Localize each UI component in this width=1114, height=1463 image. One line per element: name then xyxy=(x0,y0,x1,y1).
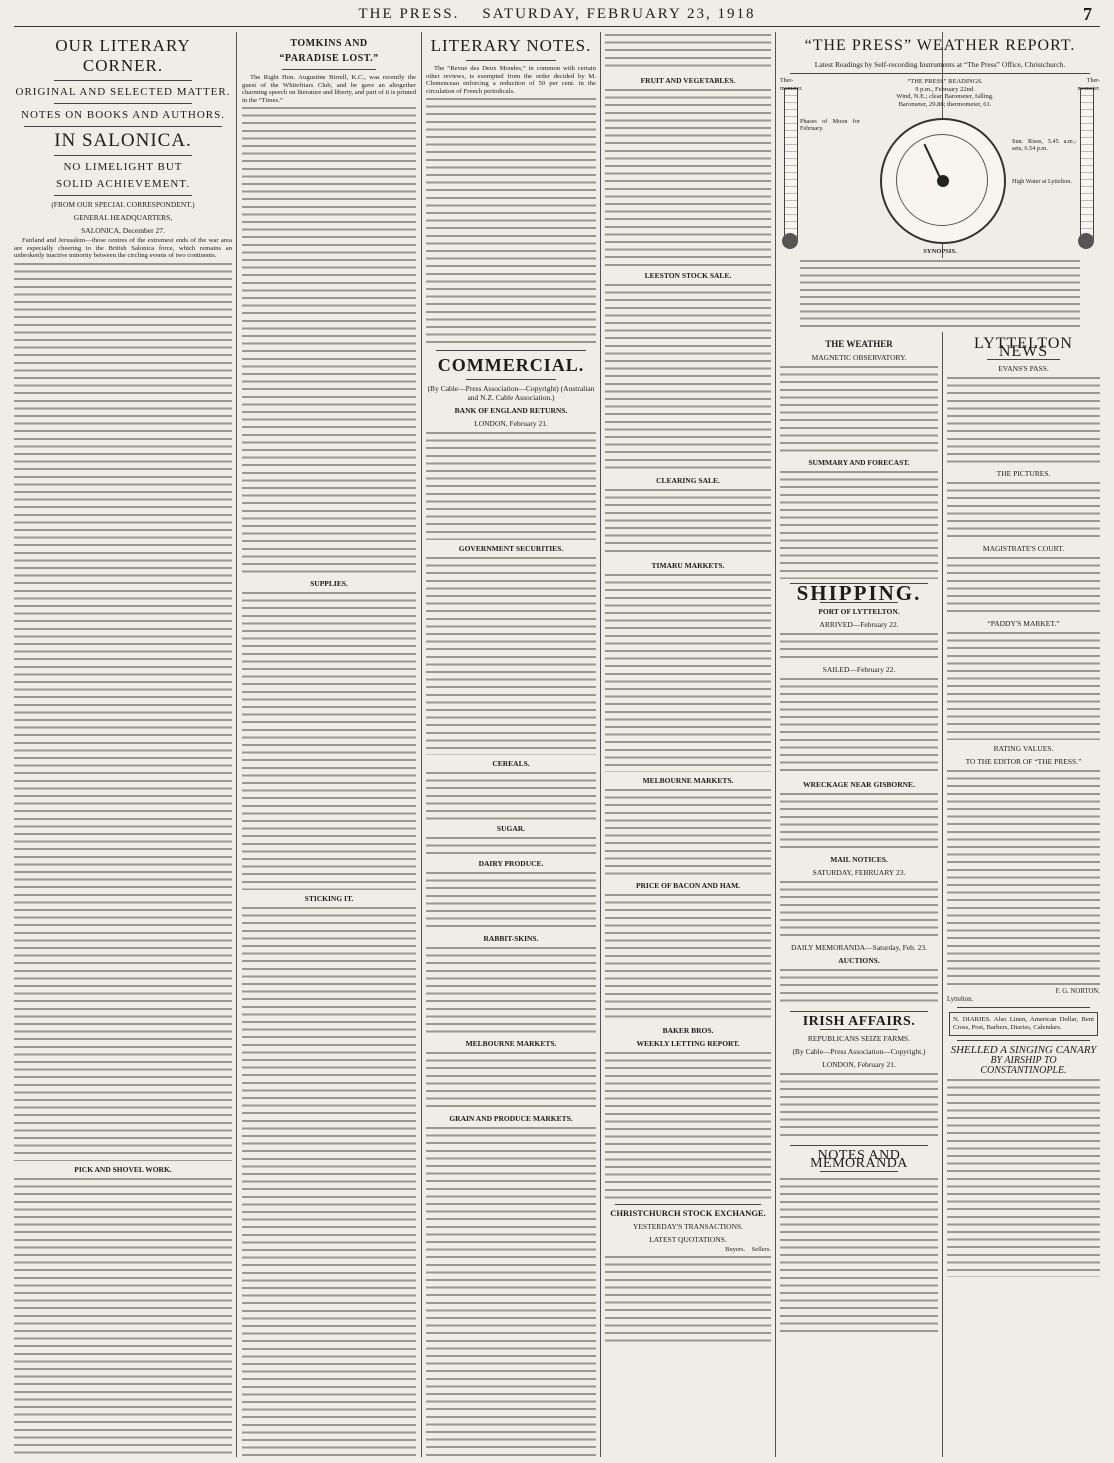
right-thermometer-icon xyxy=(1080,88,1094,240)
divider xyxy=(957,1040,1090,1041)
article-body-text xyxy=(242,590,416,890)
section-subhead: MAGISTRATE'S COURT. xyxy=(982,544,1065,554)
divider xyxy=(466,379,556,380)
readings-block xyxy=(875,78,1015,108)
divider xyxy=(820,1029,898,1030)
article-body-text xyxy=(426,96,596,346)
section-subhead: GOVERNMENT SECURITIES. xyxy=(458,544,564,554)
right-thermometer-label: Ther- mometer. xyxy=(1077,78,1100,92)
article-body-text xyxy=(242,105,416,575)
market-text xyxy=(426,1125,596,1457)
forecast-text xyxy=(780,469,938,579)
section-subhead: LEESTON STOCK SALE. xyxy=(644,271,732,280)
quote-column-headers xyxy=(605,1246,771,1254)
section-subhead: BANK OF ENGLAND RETURNS. xyxy=(454,406,568,416)
section-subhead: THE WEATHER xyxy=(825,339,893,349)
section-subhead: DAIRY PRODUCE. xyxy=(478,859,544,869)
article-lead: The Right Hon. Augustine Birrell, K.C., was recently the guest of the Whitefriars Club, and he gave an altogether charming speech on literature and liberty, and part of it is printed in the “Times.” xyxy=(242,74,416,104)
market-text xyxy=(605,892,771,1022)
section-subhead: MAIL NOTICES. xyxy=(830,854,888,864)
section-subhead: THE PICTURES. xyxy=(996,469,1051,479)
section-subhead: CLEARING SALE. xyxy=(656,476,720,485)
section-subhead: EVANS'S PASS. xyxy=(998,364,1049,374)
auctions-text xyxy=(780,967,938,1007)
cable-credit: (By Cable—Press Association—Copyright) (Australian and N.Z. Cable Association.) xyxy=(427,384,595,403)
market-text xyxy=(605,487,771,557)
market-text xyxy=(605,87,771,267)
section-subhead: CEREALS. xyxy=(492,759,530,769)
securities-table xyxy=(426,555,596,755)
quote-col-buyers: Buyers. xyxy=(725,1246,746,1253)
article-subtitle: NO LIMELIGHT BUT xyxy=(63,161,183,173)
section-subhead: MAGNETIC OBSERVATORY. xyxy=(811,353,907,362)
dateline: SALONICA, December 27. xyxy=(81,226,165,235)
synopsis-heading: SYNOPSIS. xyxy=(923,248,957,255)
divider xyxy=(466,60,556,61)
divider xyxy=(54,195,192,196)
lyttelton-column xyxy=(947,336,1100,1457)
notes-heading: NOTES AND MEMORANDA xyxy=(810,1148,908,1171)
divider xyxy=(282,69,376,70)
news-text xyxy=(947,480,1100,540)
section-subhead: SAILED—February 22. xyxy=(822,664,896,674)
market-text xyxy=(605,1050,771,1200)
weather-chart xyxy=(780,78,1100,332)
high-water: High Water at Lyttelton. xyxy=(1012,178,1072,185)
dateline-place: GENERAL HEADQUARTERS, xyxy=(73,213,173,222)
letter-heading: TO THE EDITOR OF “THE PRESS.” xyxy=(965,757,1082,767)
market-text xyxy=(605,282,771,472)
letter-place: Lyttelton. xyxy=(947,995,974,1003)
newspaper-title: PRESS. xyxy=(399,6,460,22)
thermometer-bulb-icon xyxy=(782,233,798,249)
section-subhead: CHRISTCHURCH STOCK EXCHANGE. xyxy=(610,1208,766,1218)
commercial-heading: COMMERCIAL. xyxy=(437,355,585,376)
irish-affairs-heading: IRISH AFFAIRS. xyxy=(802,1013,916,1029)
shipping-text xyxy=(780,676,938,776)
barometer-dial-icon xyxy=(880,118,1006,244)
section-subheading: NOTES ON BOOKS AND AUTHORS. xyxy=(21,109,225,121)
divider xyxy=(957,1007,1090,1008)
literary-notes-heading: LITERARY NOTES. xyxy=(430,36,592,55)
divider xyxy=(436,350,586,351)
section-subhead: SUMMARY AND FORECAST. xyxy=(808,458,910,467)
quote-col-sellers: Sellers. xyxy=(751,1246,771,1253)
shipping-heading: SHIPPING. xyxy=(796,581,922,605)
article-body-text xyxy=(242,905,416,1457)
section-subhead: PICK AND SHOVEL WORK. xyxy=(74,1164,172,1174)
article-title: “PARADISE LOST.” xyxy=(279,53,379,64)
weather-heading: “THE PRESS” WEATHER REPORT. xyxy=(804,37,1076,54)
article-lead: The “Revue des Deux Mondes,” in common with certain other reviews, is exempted from the order decided by M. Clemenceau enforcing a reduction of 50 per cent. in the circulation of French periodicals. xyxy=(426,65,596,95)
left-thermometer-label: Ther- mometer. xyxy=(780,78,803,92)
news-text xyxy=(947,630,1100,740)
magnetic-table xyxy=(780,364,938,454)
quotations-table xyxy=(605,1254,771,1344)
literary-corner-column xyxy=(14,32,232,1457)
cable-credit: (By Cable—Press Association—Copyright.) xyxy=(792,1047,926,1057)
article-title: TOMKINS AND xyxy=(290,38,368,49)
sun-times: Sun. Rises, 5.45 a.m.; sets, 6.54 p.m. xyxy=(1012,138,1076,153)
shipping-text xyxy=(780,631,938,661)
literary-corner-heading: OUR LITERARY CORNER. xyxy=(55,36,191,75)
dial-hub-icon xyxy=(937,175,949,187)
article-lead: Fairland and Jerusalem—those centres of the extremest ends of the war area are especially cheering to the British Salonica force, which remains an unbrokenly inactive minority between the circling events of two continents. xyxy=(14,237,232,260)
market-text xyxy=(426,870,596,930)
masthead xyxy=(14,4,1100,27)
divider xyxy=(54,103,192,104)
article-body-text xyxy=(14,1176,232,1457)
market-text xyxy=(426,835,596,855)
divider xyxy=(820,1171,898,1172)
shipping-text xyxy=(780,791,938,851)
section-subhead: MELBOURNE MARKETS. xyxy=(642,776,734,785)
article-subtitle: SOLID ACHIEVEMENT. xyxy=(56,178,190,190)
article-title: IN SALONICA. xyxy=(54,130,192,151)
section-subhead: RABBIT-SKINS. xyxy=(483,934,539,944)
column-rule xyxy=(236,32,237,1457)
divider xyxy=(24,126,222,127)
diaries-advertisement xyxy=(949,1012,1098,1035)
section-subhead: YESTERDAY'S TRANSACTIONS. xyxy=(632,1222,744,1231)
section-subhead: “PADDY'S MARKET.” xyxy=(987,619,1060,629)
letter-signoff: F. G. NORTON. xyxy=(1055,988,1100,996)
section-subhead: PORT OF LYTTELTON. xyxy=(818,606,900,616)
section-subhead: SATURDAY, FEBRUARY 23. xyxy=(812,867,906,877)
section-subhead: SUPPLIES. xyxy=(310,579,348,589)
airship-text xyxy=(947,1077,1100,1277)
column-rule xyxy=(775,32,776,1457)
readings-time: 9 p.m., February 22nd. xyxy=(915,85,975,93)
divider xyxy=(54,80,192,81)
byline: (FROM OUR SPECIAL CORRESPONDENT.) xyxy=(51,200,195,209)
notes-text xyxy=(780,1176,938,1336)
section-subhead: LATEST QUOTATIONS. xyxy=(649,1235,727,1244)
article-body-text xyxy=(14,261,232,1161)
section-subhead: PRICE OF BACON AND HAM. xyxy=(635,881,741,890)
literary-notes-column xyxy=(426,32,596,1457)
section-subheading: ORIGINAL AND SELECTED MATTER. xyxy=(15,86,231,98)
weather-subtitle: Latest Readings by Self-recording Instruments at “The Press” Office, Christchurch. xyxy=(814,60,1066,69)
section-subhead: BAKER BROS. xyxy=(662,1026,714,1035)
weather-report xyxy=(780,32,1100,332)
markets-column xyxy=(605,32,771,1457)
divider xyxy=(54,155,192,156)
section-subhead: REPUBLICANS SEIZE FARMS. xyxy=(807,1034,911,1044)
market-text xyxy=(426,770,596,820)
irish-text xyxy=(780,1071,938,1141)
divider xyxy=(790,1145,928,1146)
readings-barometer: Barometer, 29.88; thermometer, 61. xyxy=(898,100,992,108)
divider xyxy=(615,1204,761,1205)
divider xyxy=(790,1011,928,1012)
page-number: 7 xyxy=(1083,4,1094,24)
market-text xyxy=(605,32,771,72)
section-subhead: ARRIVED—February 22. xyxy=(819,619,899,629)
thermometer-bulb-icon xyxy=(1078,233,1094,249)
section-subhead: AUCTIONS. xyxy=(838,955,880,965)
section-subhead: GRAIN AND PRODUCE MARKETS. xyxy=(449,1114,573,1124)
column-rule xyxy=(421,32,422,1457)
dateline: LONDON, February 21. xyxy=(474,419,548,429)
section-subhead: TIMARU MARKETS. xyxy=(651,561,725,570)
lyttelton-heading: LYTTELTON NEWS xyxy=(974,336,1073,360)
market-text xyxy=(605,787,771,877)
bank-return-table xyxy=(426,430,596,540)
readings-wind: Wind, N.E.; clear. Barometer, falling. xyxy=(896,93,994,100)
section-subhead: SUGAR. xyxy=(496,824,526,834)
canary-heading: SHELLED A SINGING CANARY xyxy=(950,1043,1097,1056)
synopsis-text xyxy=(800,258,1080,332)
market-text xyxy=(426,945,596,1035)
dateline: LONDON, February 21. xyxy=(822,1060,896,1070)
section-subhead: WRECKAGE NEAR GISBORNE. xyxy=(803,779,915,789)
column-rule xyxy=(600,32,601,1457)
section-subhead: DAILY MEMORANDA—Saturday, Feb. 23. xyxy=(791,942,927,952)
section-subhead: MELBOURNE MARKETS. xyxy=(465,1039,557,1049)
divider xyxy=(790,73,1090,74)
letter-text xyxy=(947,768,1100,988)
masthead-center xyxy=(14,6,1100,23)
section-subhead: RATING VALUES. xyxy=(993,744,1054,754)
ad-text: N. DIARIES. Also Linen, American Dollar, Bent Cross, Post, Barbers, Diaries, Calendars. xyxy=(953,1016,1094,1031)
section-subhead: FRUIT AND VEGETABLES. xyxy=(640,76,736,85)
market-text xyxy=(426,1050,596,1110)
section-subhead: STICKING IT. xyxy=(304,894,354,904)
news-text xyxy=(947,555,1100,615)
issue-date: SATURDAY, FEBRUARY 23, 1918 xyxy=(482,6,756,22)
left-thermometer-icon xyxy=(784,88,798,240)
masthead-left: THE xyxy=(358,6,394,22)
market-text xyxy=(605,572,771,772)
mail-text xyxy=(780,879,938,939)
readings-heading: “THE PRESS” READINGS. xyxy=(907,78,983,85)
news-text xyxy=(947,375,1100,465)
section-subhead: WEEKLY LETTING REPORT. xyxy=(636,1039,740,1048)
airship-heading: CONSTANTINOPLE. xyxy=(980,1064,1067,1076)
moon-phases: Phases of Moon for February. xyxy=(800,118,860,133)
weather-shipping-column xyxy=(780,336,938,1457)
airship-heading: BY AIRSHIP TO xyxy=(990,1055,1057,1067)
tomkins-column xyxy=(242,32,416,1457)
